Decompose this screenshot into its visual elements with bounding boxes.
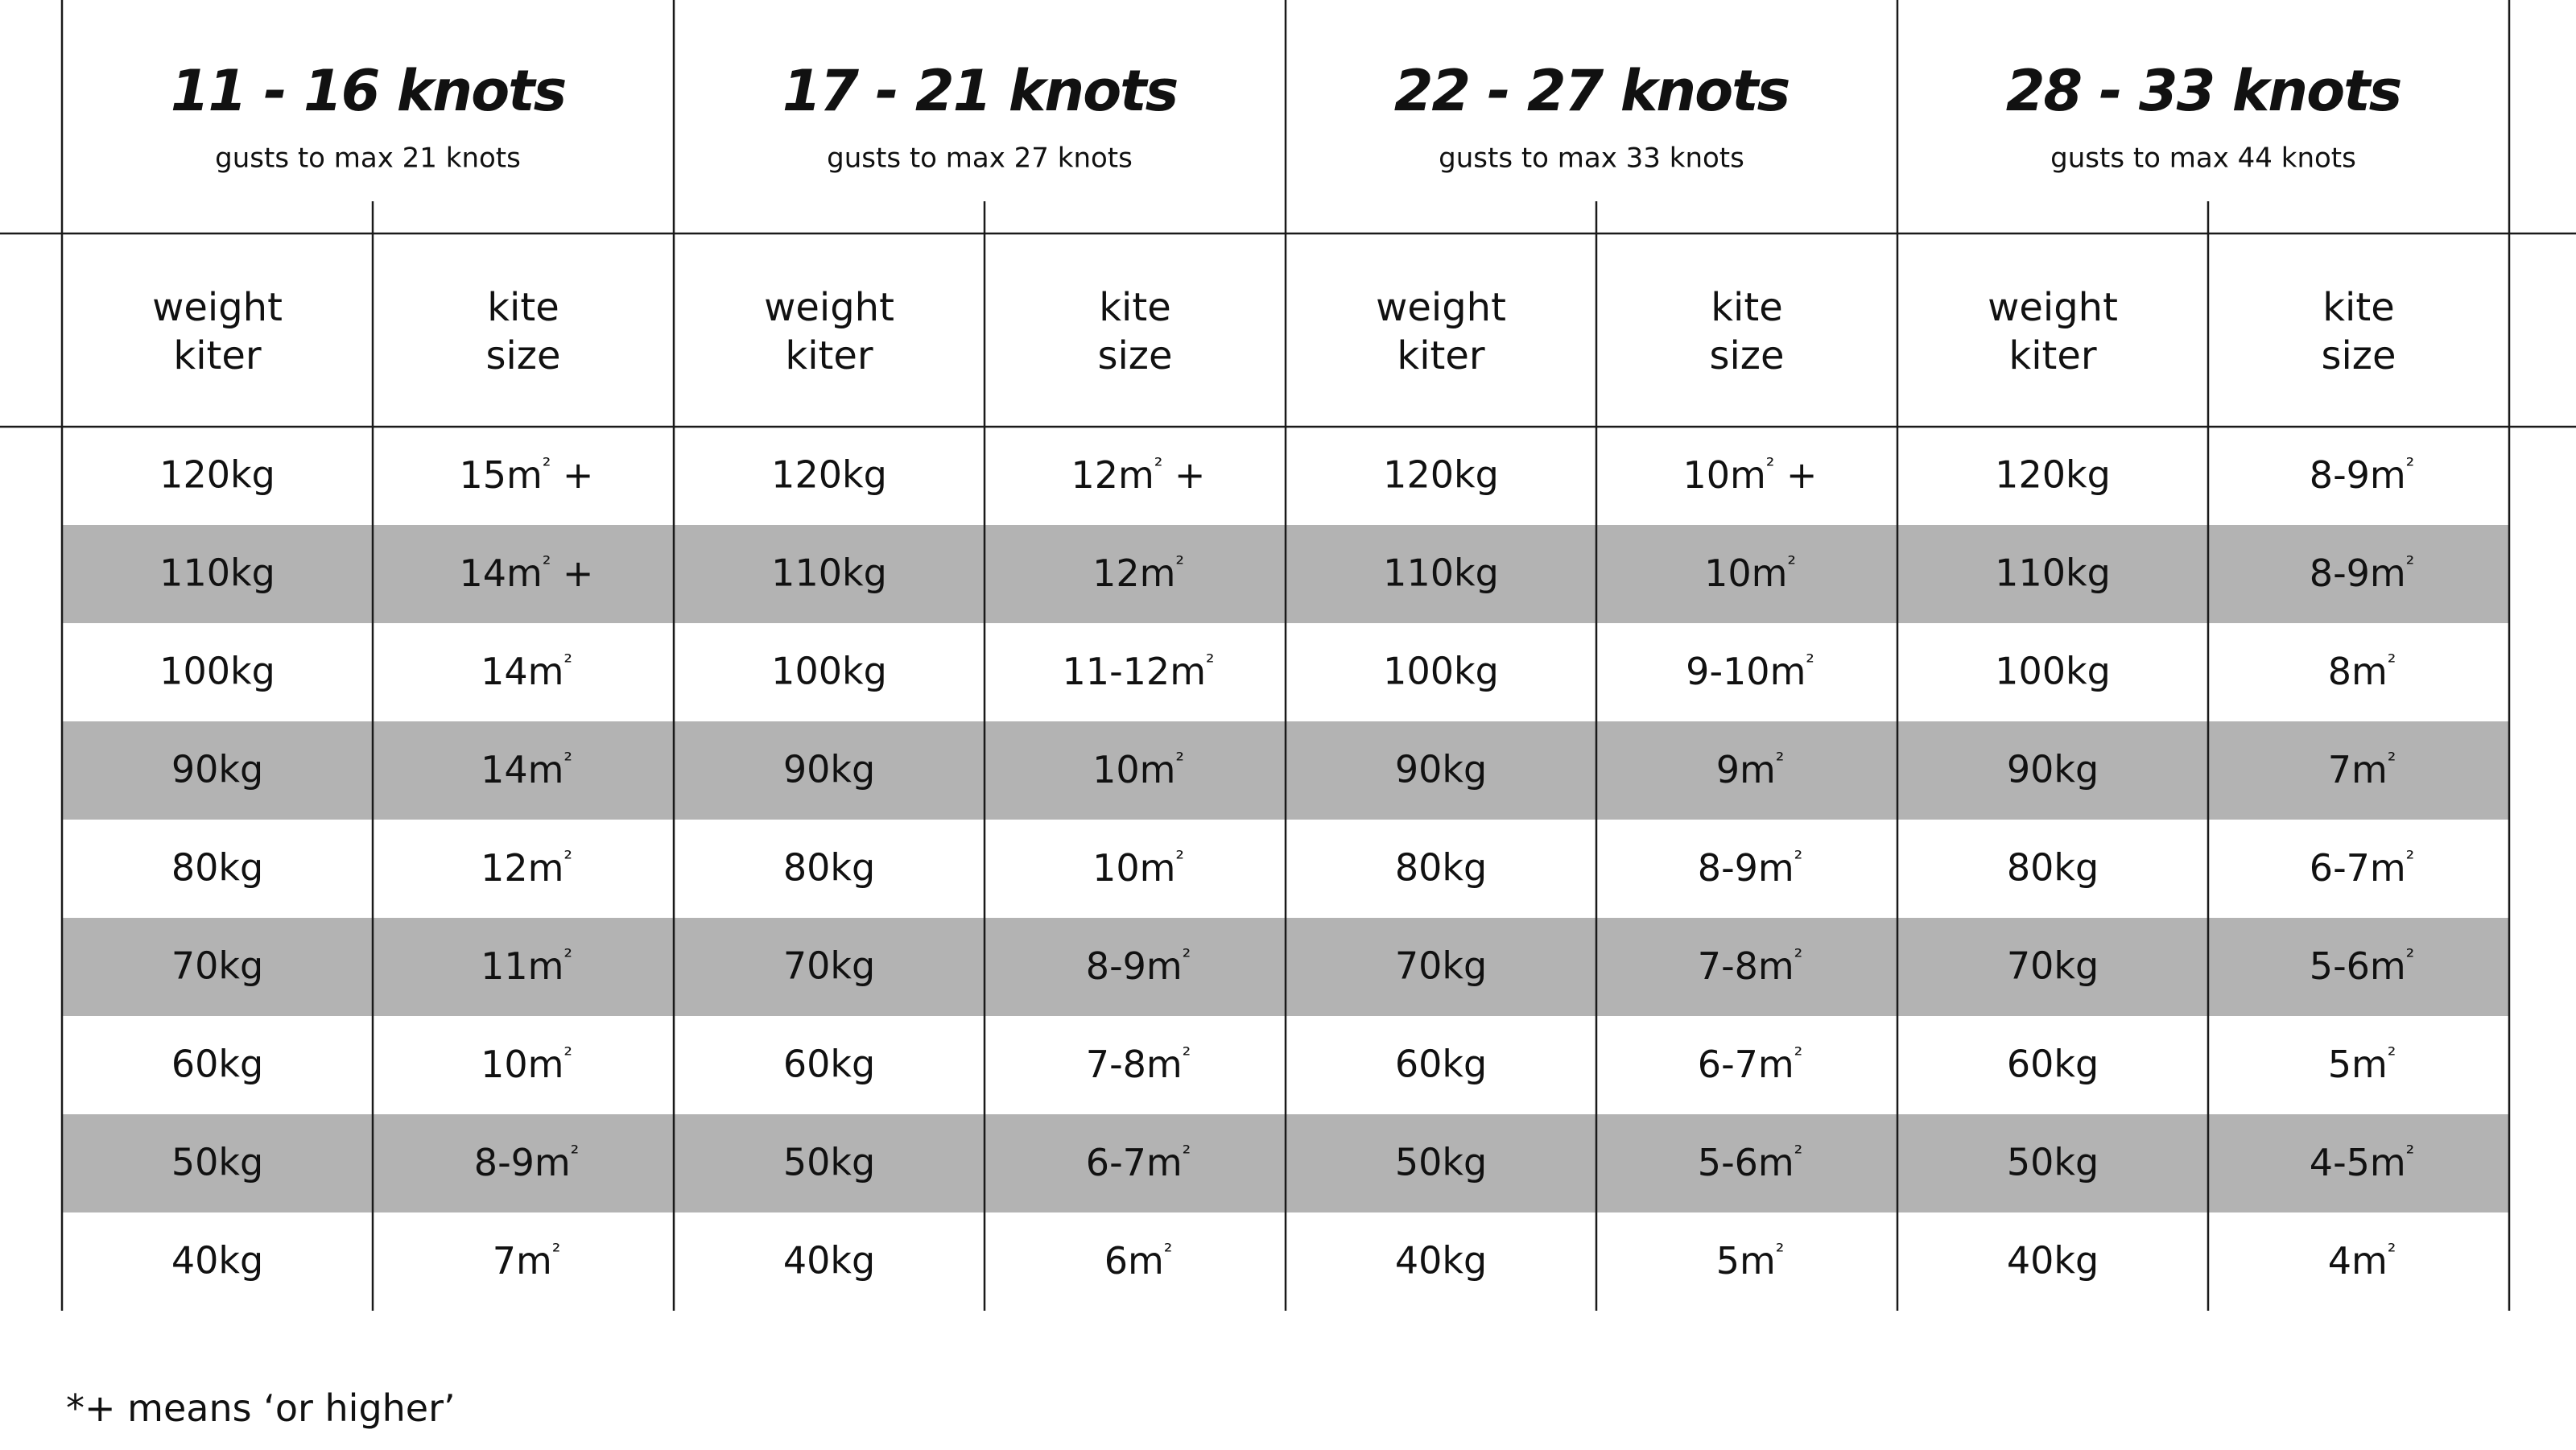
kite-size-cell: $7m^{^2}$ bbox=[2327, 747, 2396, 791]
kite-size-column-header: size bbox=[485, 333, 561, 378]
weight-cell: 100kg bbox=[771, 649, 887, 693]
kite-size-cell: $6-7m^{^2}$ bbox=[1085, 1140, 1191, 1184]
weight-cell: 90kg bbox=[2006, 747, 2099, 791]
weight-cell: 70kg bbox=[1394, 944, 1488, 988]
weight-column-header: kiter bbox=[173, 333, 262, 378]
kite-size-column-header: size bbox=[1097, 333, 1173, 378]
weight-cell: 50kg bbox=[782, 1140, 876, 1184]
kite-size-column-header: size bbox=[2321, 333, 2396, 378]
weight-cell: 50kg bbox=[1394, 1140, 1488, 1184]
weight-cell: 120kg bbox=[1383, 452, 1499, 497]
weight-column-header: weight bbox=[1988, 285, 2118, 330]
weight-cell: 110kg bbox=[1383, 551, 1499, 595]
kite-size-cell: $10m^{^2}$ + bbox=[1682, 452, 1818, 497]
weight-cell: 120kg bbox=[159, 452, 275, 497]
kite-size-cell: $5-6m^{^2}$ bbox=[2309, 944, 2415, 988]
kite-size-cell: $6m^{^2}$ bbox=[1104, 1238, 1173, 1283]
kite-size-cell: $9-10m^{^2}$ bbox=[1686, 649, 1814, 693]
kite-size-cell: $6-7m^{^2}$ bbox=[1697, 1042, 1803, 1086]
kite-size-cell: $9m^{^2}$ bbox=[1715, 747, 1785, 791]
kite-size-cell: $14m^{^2}$ bbox=[481, 649, 572, 693]
kite-size-cell: $11-12m^{^2}$ bbox=[1062, 649, 1215, 693]
weight-cell: 100kg bbox=[1995, 649, 2111, 693]
kite-size-cell: $10m^{^2}$ bbox=[1092, 747, 1184, 791]
weight-column-header: kiter bbox=[785, 333, 873, 378]
weight-cell: 90kg bbox=[1394, 747, 1488, 791]
kite-size-cell: $8-9m^{^2}$ bbox=[2309, 452, 2415, 497]
weight-column-header: kiter bbox=[1397, 333, 1485, 378]
weight-cell: 60kg bbox=[782, 1042, 876, 1086]
kite-size-column-header: kite bbox=[1099, 285, 1171, 330]
wind-range-subtitle: gusts to max 44 knots bbox=[2050, 142, 2356, 175]
kite-size-cell: $5-6m^{^2}$ bbox=[1697, 1140, 1803, 1184]
kite-size-cell: $12m^{^2}$ bbox=[481, 845, 572, 890]
kite-size-cell: $4m^{^2}$ bbox=[2327, 1238, 2396, 1283]
kite-size-column-header: size bbox=[1709, 333, 1785, 378]
weight-cell: 90kg bbox=[171, 747, 264, 791]
weight-cell: 120kg bbox=[771, 452, 887, 497]
kite-size-cell: $10m^{^2}$ bbox=[481, 1042, 572, 1086]
kite-size-cell: $7-8m^{^2}$ bbox=[1697, 944, 1803, 988]
kite-size-cell: $11m^{^2}$ bbox=[481, 944, 572, 988]
weight-cell: 80kg bbox=[1394, 845, 1488, 890]
wind-range-subtitle: gusts to max 27 knots bbox=[827, 142, 1133, 175]
weight-column-header: kiter bbox=[2008, 333, 2097, 378]
wind-range-subtitle: gusts to max 33 knots bbox=[1439, 142, 1744, 175]
wind-range-subtitle: gusts to max 21 knots bbox=[215, 142, 521, 175]
weight-cell: 40kg bbox=[1394, 1238, 1488, 1283]
weight-cell: 90kg bbox=[782, 747, 876, 791]
wind-range-title: 17 - 21 knots bbox=[782, 58, 1178, 125]
wind-range-title: 11 - 16 knots bbox=[170, 58, 566, 125]
kite-size-cell: $5m^{^2}$ bbox=[2327, 1042, 2396, 1086]
weight-cell: 50kg bbox=[2006, 1140, 2099, 1184]
kite-size-cell: $8-9m^{^2}$ bbox=[1697, 845, 1803, 890]
kite-size-cell: $4-5m^{^2}$ bbox=[2309, 1140, 2415, 1184]
kite-size-cell: $7m^{^2}$ bbox=[492, 1238, 561, 1283]
weight-cell: 100kg bbox=[159, 649, 275, 693]
weight-cell: 80kg bbox=[782, 845, 876, 890]
weight-cell: 40kg bbox=[171, 1238, 264, 1283]
kite-size-cell: $14m^{^2}$ + bbox=[459, 551, 594, 595]
kite-size-cell: $15m^{^2}$ + bbox=[459, 452, 594, 497]
weight-cell: 110kg bbox=[771, 551, 887, 595]
kite-size-cell: $5m^{^2}$ bbox=[1715, 1238, 1785, 1283]
weight-cell: 60kg bbox=[2006, 1042, 2099, 1086]
weight-cell: 80kg bbox=[171, 845, 264, 890]
kite-size-column-header: kite bbox=[487, 285, 559, 330]
weight-cell: 80kg bbox=[2006, 845, 2099, 890]
weight-cell: 70kg bbox=[782, 944, 876, 988]
weight-cell: 70kg bbox=[171, 944, 264, 988]
kite-size-cell: $12m^{^2}$ bbox=[1092, 551, 1184, 595]
kite-size-cell: $7-8m^{^2}$ bbox=[1085, 1042, 1191, 1086]
weight-cell: 60kg bbox=[171, 1042, 264, 1086]
kite-size-cell: $6-7m^{^2}$ bbox=[2309, 845, 2415, 890]
weight-cell: 60kg bbox=[1394, 1042, 1488, 1086]
weight-cell: 50kg bbox=[171, 1140, 264, 1184]
weight-cell: 40kg bbox=[782, 1238, 876, 1283]
wind-range-title: 28 - 33 knots bbox=[2005, 58, 2401, 125]
kite-size-cell: $14m^{^2}$ bbox=[481, 747, 572, 791]
kite-size-cell: $10m^{^2}$ bbox=[1092, 845, 1184, 890]
kite-size-column-header: kite bbox=[1711, 285, 1783, 330]
kite-size-cell: $8-9m^{^2}$ bbox=[1085, 944, 1191, 988]
kite-size-cell: $8-9m^{^2}$ bbox=[473, 1140, 580, 1184]
weight-cell: 120kg bbox=[1995, 452, 2111, 497]
wind-range-title: 22 - 27 knots bbox=[1393, 58, 1790, 125]
weight-cell: 40kg bbox=[2006, 1238, 2099, 1283]
weight-cell: 70kg bbox=[2006, 944, 2099, 988]
weight-cell: 100kg bbox=[1383, 649, 1499, 693]
weight-column-header: weight bbox=[152, 285, 283, 330]
kite-size-column-header: kite bbox=[2322, 285, 2395, 330]
weight-cell: 110kg bbox=[1995, 551, 2111, 595]
weight-column-header: weight bbox=[1376, 285, 1506, 330]
kite-size-cell: $8m^{^2}$ bbox=[2327, 649, 2396, 693]
weight-column-header: weight bbox=[764, 285, 894, 330]
weight-cell: 110kg bbox=[159, 551, 275, 595]
kite-size-cell: $8-9m^{^2}$ bbox=[2309, 551, 2415, 595]
kite-size-cell: $10m^{^2}$ bbox=[1704, 551, 1796, 595]
footnote: *+ means ‘or higher’ bbox=[66, 1386, 456, 1430]
kite-size-cell: $12m^{^2}$ + bbox=[1071, 452, 1206, 497]
